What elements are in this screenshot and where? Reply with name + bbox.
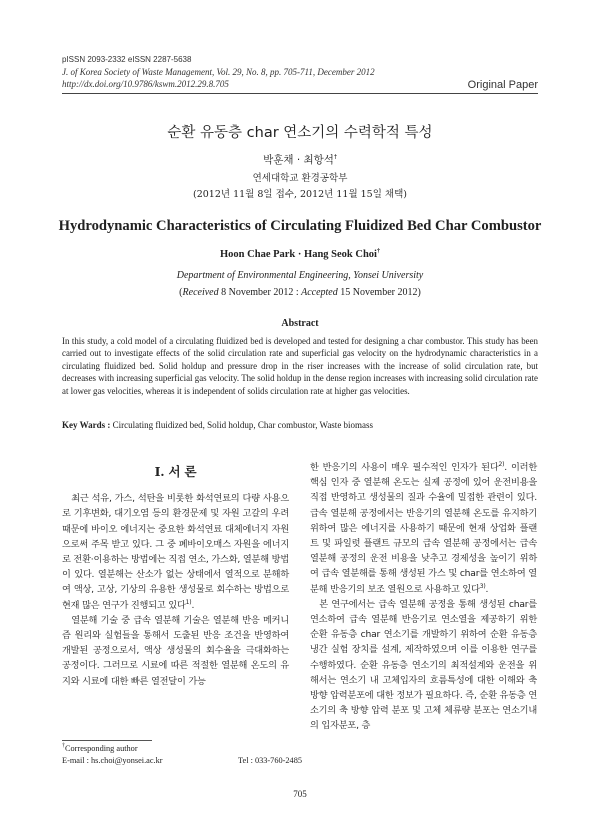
issn-line: pISSN 2093-2332 eISSN 2287-5638 xyxy=(62,55,192,64)
email[interactable]: E-mail : hs.choi@yonsei.ac.kr xyxy=(62,756,163,765)
footnote xyxy=(62,743,302,767)
intro-paragraph-2: 열분해 기술 중 급속 열분해 기술은 열분해 반응 메커니즘 원리와 실험들을 통해서 도출된 반응 조건을 반영하여 개발된 공정으로서, 액상 생성물의 회수율을 극대화하는 공정이다. 그러므로 시료에 따른 적절한 열분해 온도의 유지와 시료에 대한 빠른 열전달이 가능 xyxy=(62,614,289,687)
korean-authors: 박훈채 · 최항석† xyxy=(263,153,337,166)
intro-paragraph-3: 본 연구에서는 급속 열분해 공정을 통해 생성된 char를 연소하여 급속 열분해 반응기로 연소열을 제공하기 위한 순환 유동층 char 연소기를 개발하기 위하여 순환 유동층 냉간 실험 장치를 설계, 제작하였으며 이를 이용한 연구를 수행하였다. 순환 유동층 연소기의 최적설계와 운전을 위해서는 연소기 내 고체입자의 흐름특성에 대한 이해와 축 방향 압력분포에 대한 정보가 필요하다. 즉, 순환 유동층 연소기의 축 방향 압력 분포 및 고체 체류량 분포는 연소기내의 입자분포, 층 xyxy=(310,598,537,732)
abstract-heading: Abstract xyxy=(281,318,319,329)
footnote-rule xyxy=(62,740,152,741)
corresponding-author-label: †Corresponding author xyxy=(62,743,138,753)
paper-type-label: Original Paper xyxy=(467,79,538,91)
english-authors: Hoon Chae Park · Hang Seok Choi† xyxy=(220,248,380,260)
section-heading: I. 서 론 xyxy=(154,464,197,479)
korean-affiliation: 연세대학교 환경공학부 xyxy=(252,173,348,184)
right-column xyxy=(310,460,537,734)
abstract-text: In this study, a cold model of a circulating fluidized bed is developed and tested for designing a char combustor. This study has been carried out to investigate effects of the solid circulation rate and superficial gas velocity on the hydrodynamic characteristics in a circulating fluidized bed. Solid holdup and pressure drop in the riser increases with the increase of solid circulation rate, but decreases with increasing superficial gas velocity. The solid holdup in the dense region increases with increasing solid circulation rate at lower gas velocities, whereas it is independent of solids circulation rate at higher gas velocities. xyxy=(62,336,538,396)
doi-link[interactable]: http://dx.doi.org/10.9786/kswm.2012.29.8.705 xyxy=(62,79,229,89)
korean-dates: (2012년 11월 8일 접수, 2012년 11월 15일 채택) xyxy=(192,189,407,200)
intro-paragraph-1: 최근 석유, 가스, 석탄을 비롯한 화석연료의 다량 사용으로 기후변화, 대기오염 등의 환경문제 및 자원 고갈의 우려 때문에 바이오 에너지는 중요한 화석연료 대체에너지 자원으로써 주목 받고 있다. 그 중 폐바이오매스 자원을 에너지로 전환·이용하는 방법에는 직접 연소, 가스화, 열분해 방법이 있다. 열분해는 산소가 없는 상태에서 열적으로 분해하여 액상, 고상, 기상의 유용한 생성물로 회수하는 방법으로 현재 많은 연구가 진행되고 있다$^{1)}$. xyxy=(62,493,289,611)
header-rule xyxy=(62,93,538,94)
contact-row xyxy=(62,755,302,767)
intro-paragraph-2-cont: 한 반응기의 사용이 매우 필수적인 인자가 된다$^{2)}$. 이러한 핵심 인자 중 열분해 온도는 실제 공정에 있어 운전비용을 직접 반영하고 생성물의 질과 수율에 밀접한 관련이 있다. 급속 열분해 공정에서는 반응기의 열분해 온도를 유지하기 위하여 많은 에너지를 사용하기 때문에 현재 상업화 플랜트 및 파일럿 플랜트 규모의 급속 열분해 공정에서는 급속 열분해 공정의 운전 비용을 낮추고 경제성을 높이기 위하여 급속 열분해를 통해 생성된 가스 및 char를 연소하여 열분해 반응기의 보조 열원으로 사용하고 있다$^{3)}$. xyxy=(310,460,537,595)
telephone: Tel : 033-760-2485 xyxy=(238,756,302,765)
page-number: 705 xyxy=(293,789,307,799)
journal-citation: J. of Korea Society of Waste Management, Vol. 29, No. 8, pp. 705-711, December 2012 xyxy=(62,67,375,77)
english-dates: (Received 8 November 2012 : Accepted 15 November 2012) xyxy=(179,287,421,298)
english-title: Hydrodynamic Characteristics of Circulating Fluidized Bed Char Combustor xyxy=(58,218,542,234)
korean-title: 순환 유동층 char 연소기의 수력학적 특성 xyxy=(167,125,433,141)
left-column xyxy=(62,460,289,689)
english-affiliation: Department of Environmental Engineering, Yonsei University xyxy=(176,270,424,281)
keywords: Key Wards : Circulating fluidized bed, Solid holdup, Char combustor, Waste biomass xyxy=(62,420,374,430)
